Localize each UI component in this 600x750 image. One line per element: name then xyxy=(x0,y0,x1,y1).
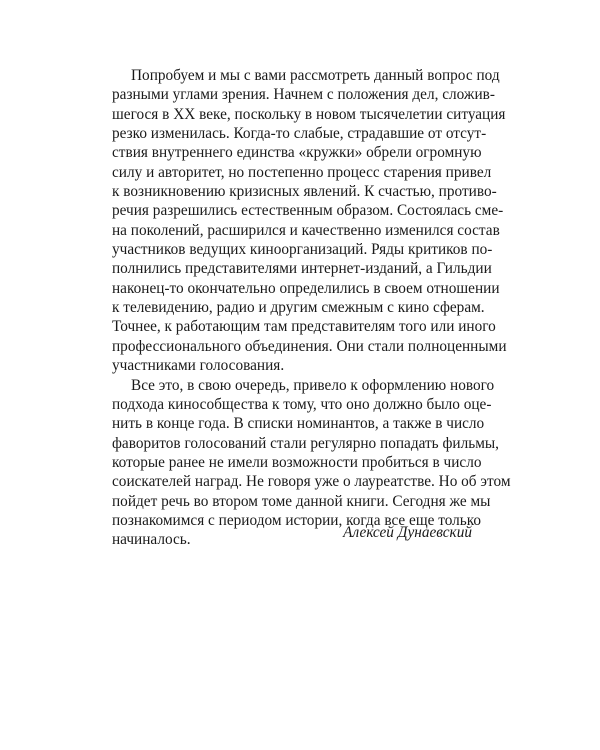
text-line: полнились представителями интернет-изданий, а Гильдии xyxy=(112,260,492,278)
text-line: к телевидению, радио и другим смежным с кино сферам. xyxy=(112,299,485,317)
text-line: познакомимся с периодом истории, когда все еще только xyxy=(112,511,482,529)
text-line: ствия внутреннего единства «кружки» обрели огромную xyxy=(112,144,482,162)
text-line: фаворитов голосований стали регулярно попадать фильмы, xyxy=(112,434,499,452)
text-line: нить в конце года. В списки номинантов, а также в число xyxy=(112,415,485,433)
text-line: начиналось. xyxy=(112,531,191,549)
text-line: Попробуем и мы с вами рассмотреть данный вопрос под xyxy=(131,67,500,84)
text-line: пойдет речь во втором томе данной книги. Сегодня же мы xyxy=(112,492,491,510)
text-line: участников ведущих киноорганизаций. Ряды критиков по- xyxy=(112,241,493,259)
text-line: участниками голосования. xyxy=(112,357,285,375)
text-line: разными углами зрения. Начнем с положения дел, сложив- xyxy=(112,86,495,104)
text-line: к возникновению кризисных явлений. К счастью, противо- xyxy=(112,183,497,201)
text-line: силу и авторитет, но постепенно процесс старения привел xyxy=(112,163,492,181)
text-line: резко изменилась. Когда-то слабые, страдавшие от отсут- xyxy=(112,125,487,143)
author-signature: Алексей Дунаевский xyxy=(343,524,472,541)
text-line: речия разрешились естественным образом. Состоялась сме- xyxy=(112,202,504,220)
body-text xyxy=(112,66,511,550)
text-line: профессионального объединения. Они стали полноценными xyxy=(112,337,507,355)
paragraph-1 xyxy=(112,66,507,376)
text-line: Точнее, к работающим там представителям того или иного xyxy=(112,318,496,336)
text-line: соискателей наград. Не говоря уже о лауреатстве. Но об этом xyxy=(112,473,511,491)
text-line: на поколений, расширился и качественно изменился состав xyxy=(112,221,500,239)
text-line: которые ранее не имели возможности пробиться в число xyxy=(112,453,482,471)
text-line: наконец-то окончательно определились в своем отношении xyxy=(112,279,500,297)
text-line: шегося в XX веке, поскольку в новом тысячелетии ситуация xyxy=(112,105,506,123)
text-line: Все это, в свою очередь, привело к оформлению нового xyxy=(131,376,495,394)
text-line: подхода кинособщества к тому, что оно должно было оце- xyxy=(112,395,492,413)
